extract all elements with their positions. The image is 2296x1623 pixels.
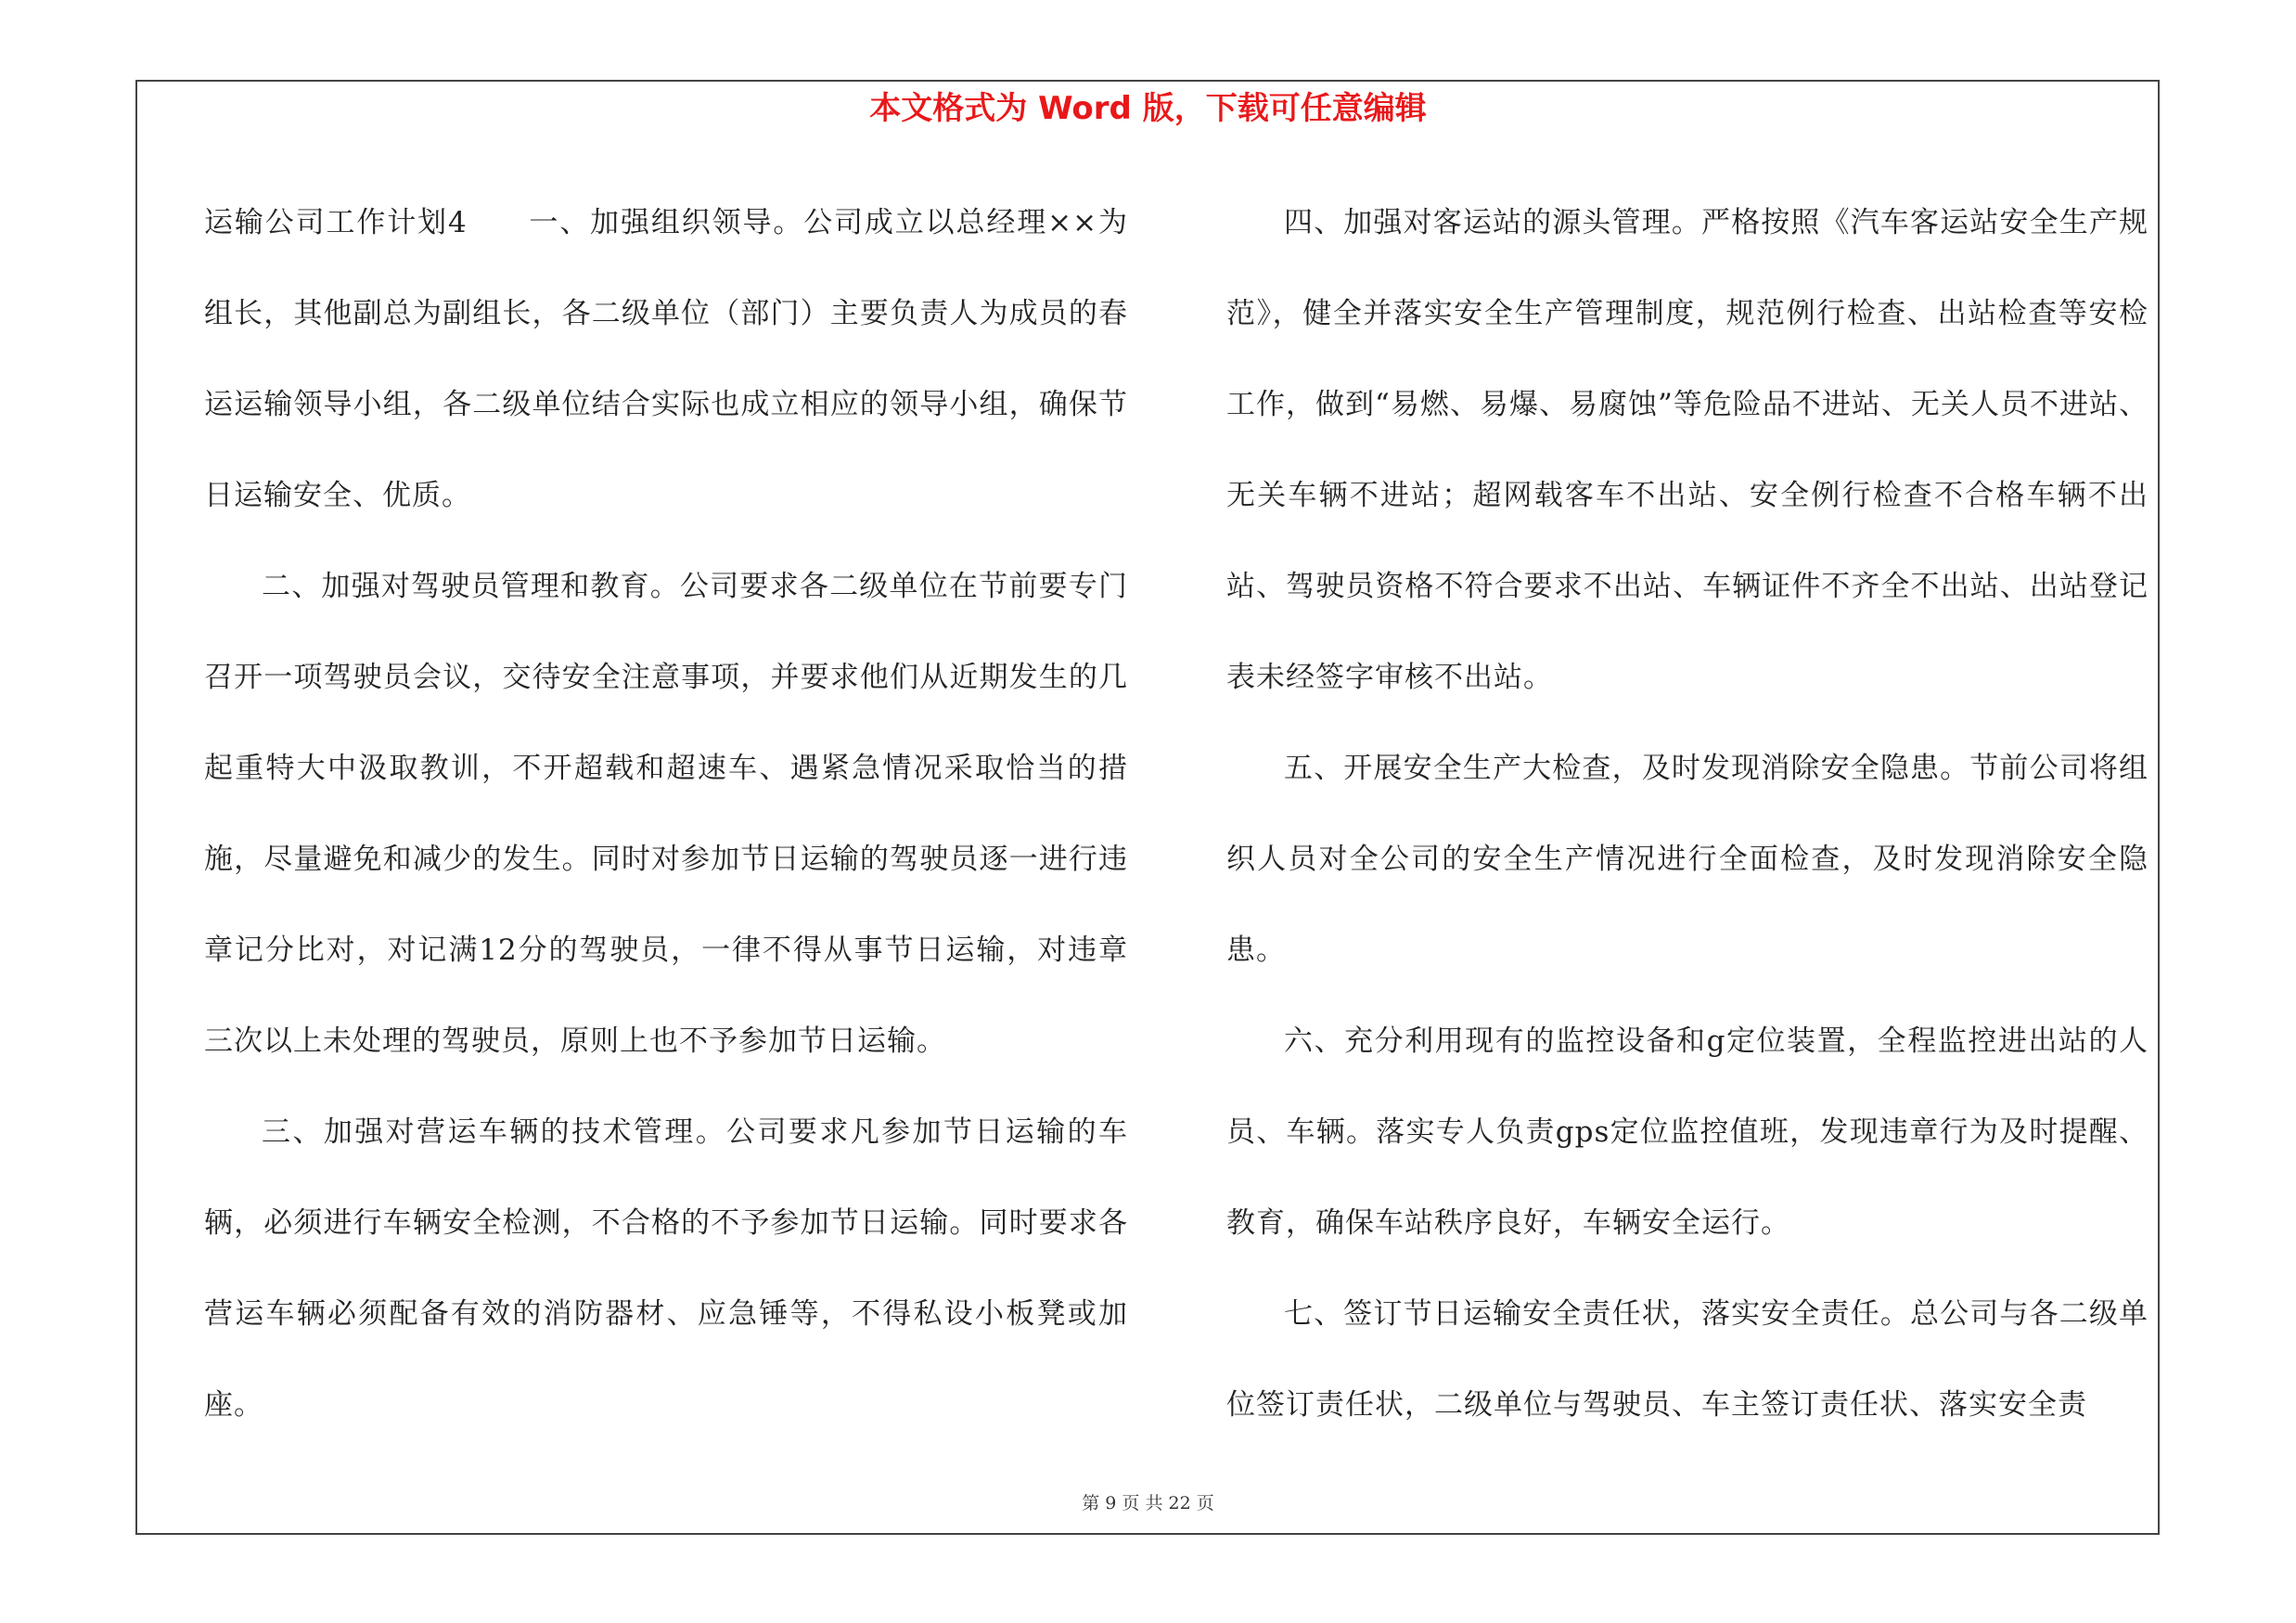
paragraph-title-and-section-1: 运输公司工作计划4 一、加强组织领导。公司成立以总经理××为组长，其他副总为副组长，各二级单位（部门）主要负责人为成员的春运运输领导小组，各二级单位结合实际也成立相应的领导小组，确保节日运输安全、优质。 — [204, 206, 1128, 512]
paragraph-section-3: 三、加强对营运车辆的技术管理。公司要求凡参加节日运输的车辆，必须进行车辆安全检测，不合格的不予参加节日运输。同时要求各营运车辆必须配备有效的消防器材、应急锤等，不得私设小板凳或加座。 — [204, 1115, 1128, 1422]
paragraph-section-5: 五、开展安全生产大检查，及时发现消除安全隐患。节前公司将组织人员对全公司的安全生产情况进行全面检查，及时发现消除安全隐患。 — [1226, 752, 2148, 967]
paragraph-section-4: 四、加强对客运站的源头管理。严格按照《汽车客运站安全生产规范》，健全并落实安全生产管理制度，规范例行检查、出站检查等安检工作，做到“易燃、易爆、易腐蚀”等危险品不进站、无关人员不进站、无关车辆不进站；超网载客车不出站、安全例行检查不合格车辆不出站、驾驶员资格不符合要求不出站、车辆证件不齐全不出站、出站登记表未经签字审核不出站。 — [1226, 206, 2148, 694]
format-notice-banner: 本文格式为 Word 版，下载可任意编辑 — [869, 90, 1427, 127]
page-number-footer: 第 9 页 共 22 页 — [1082, 1493, 1214, 1514]
left-text-column — [204, 177, 1128, 1450]
paragraph-section-6: 六、充分利用现有的监控设备和g定位装置，全程监控进出站的人员、车辆。落实专人负责gps定位监控值班，发现违章行为及时提醒、教育，确保车站秩序良好，车辆安全运行。 — [1226, 1024, 2148, 1240]
paragraph-section-7: 七、签订节日运输安全责任状，落实安全责任。总公司与各二级单位签订责任状，二级单位与驾驶员、车主签订责任状、落实安全责 — [1226, 1297, 2148, 1422]
right-text-column — [1226, 177, 2148, 1450]
paragraph-section-2: 二、加强对驾驶员管理和教育。公司要求各二级单位在节前要专门召开一项驾驶员会议，交待安全注意事项，并要求他们从近期发生的几起重特大中汲取教训，不开超载和超速车、遇紧急情况采取恰当的措施，尽量避免和减少的发生。同时对参加节日运输的驾驶员逐一进行违章记分比对，对记满12分的驾驶员，一律不得从事节日运输，对违章三次以上未处理的驾驶员，原则上也不予参加节日运输。 — [204, 570, 1128, 1058]
